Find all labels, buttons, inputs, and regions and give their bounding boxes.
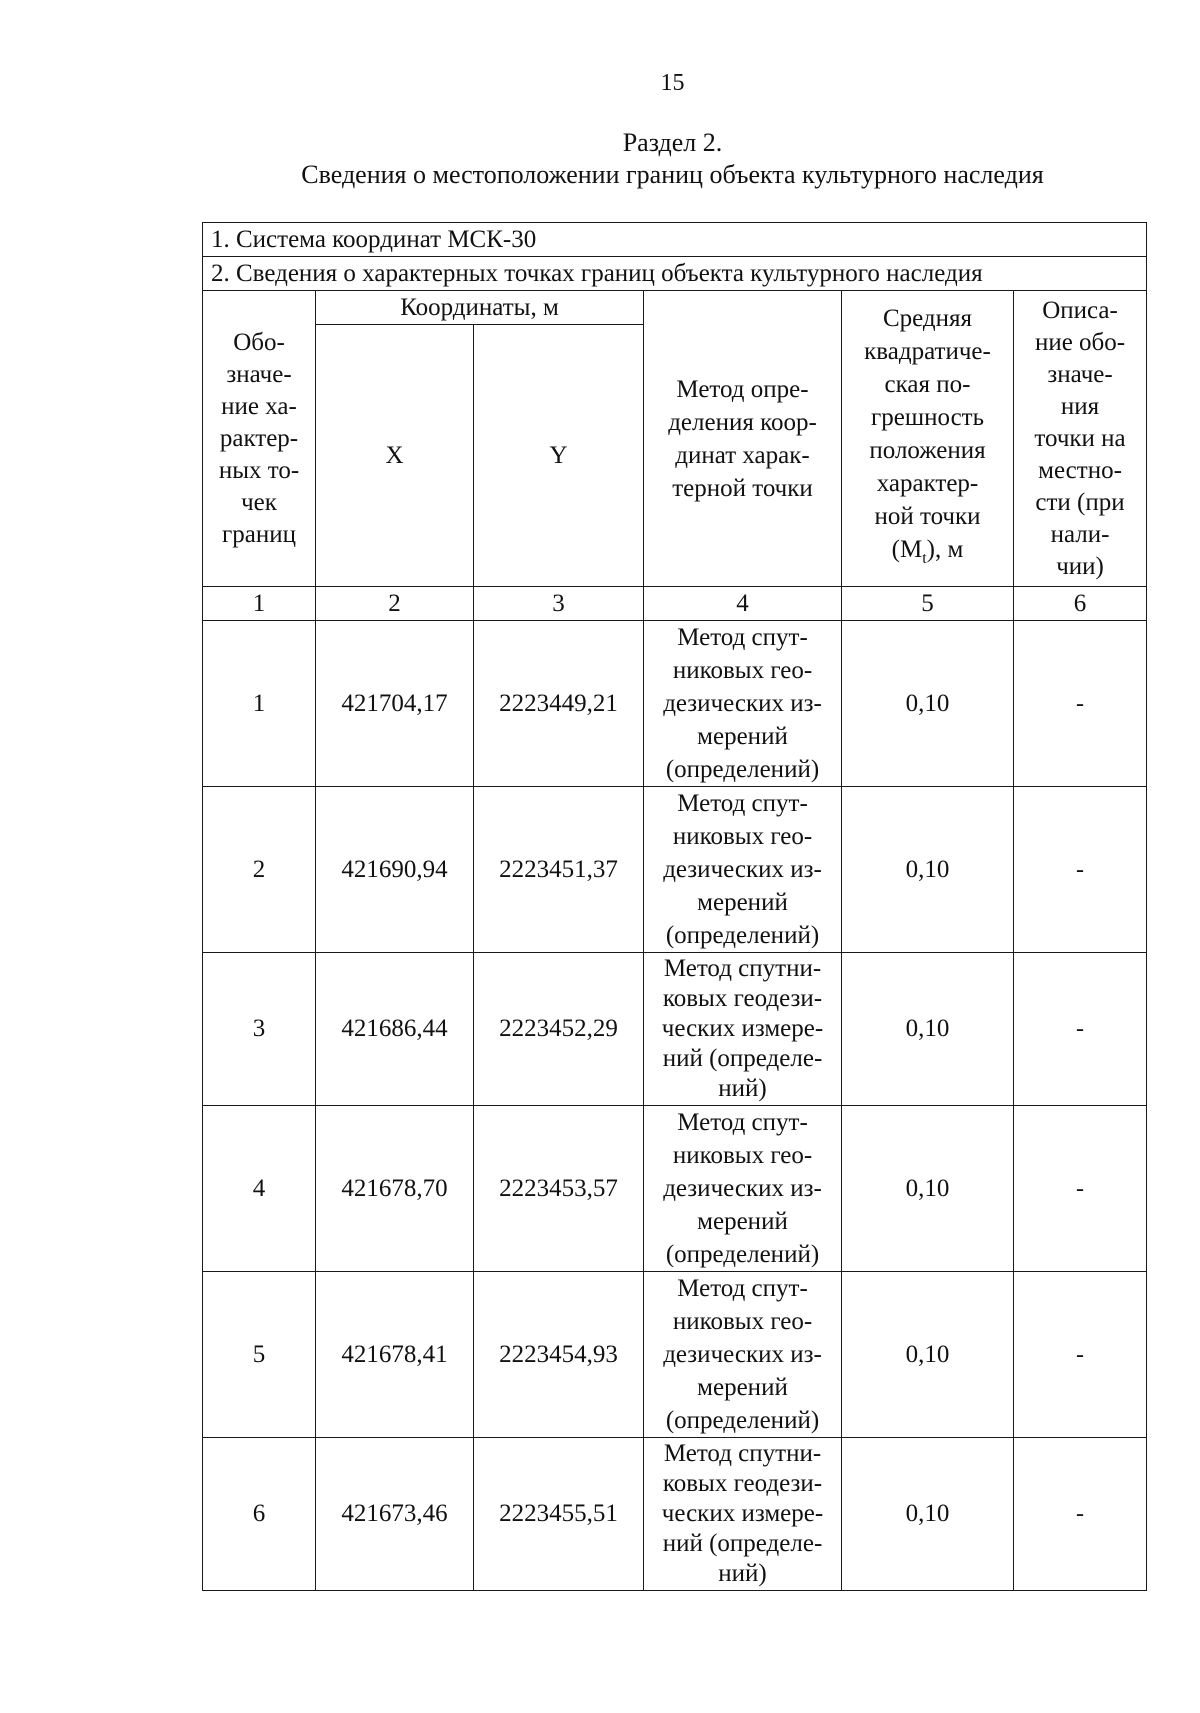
y-cell: 2223449,21 bbox=[474, 621, 644, 787]
header-x: X bbox=[316, 325, 474, 587]
point-cell: 5 bbox=[203, 1272, 316, 1438]
column-number-3: 3 bbox=[474, 587, 644, 621]
description-dash: - bbox=[1076, 1175, 1085, 1202]
point-cell: 3 bbox=[203, 953, 316, 1106]
method-cell: Метод спут- никовых гео- дезических из- мерений (определений) bbox=[644, 787, 842, 953]
description-dash: - bbox=[1076, 1501, 1085, 1527]
table-row bbox=[203, 1438, 1147, 1591]
table-row bbox=[203, 787, 1147, 953]
header-error-text: Средняя квадратиче- ская по- грешность положения характер- ной точки (M bbox=[864, 305, 991, 563]
point-cell: 1 bbox=[203, 621, 316, 787]
header-method bbox=[644, 291, 842, 587]
method-cell: Метод спут- никовых гео- дезических из- мерений (определений) bbox=[644, 1106, 842, 1272]
description-dash: - bbox=[1076, 1341, 1085, 1368]
x-cell: 421690,94 bbox=[316, 787, 474, 953]
header-error-unit: ), м bbox=[926, 536, 964, 563]
description-cell bbox=[1014, 621, 1147, 787]
description-dash: - bbox=[1076, 690, 1085, 717]
description-dash: - bbox=[1076, 856, 1085, 883]
coordinate-system-row: 1. Система координат МСК-30 bbox=[203, 223, 1147, 257]
error-cell: 0,10 bbox=[842, 953, 1014, 1106]
error-cell: 0,10 bbox=[842, 787, 1014, 953]
header-error bbox=[842, 291, 1014, 587]
table-row bbox=[203, 953, 1147, 1106]
table-row bbox=[203, 621, 1147, 787]
header-y: Y bbox=[474, 325, 644, 587]
method-cell: Метод спутни- ковых геодези- ческих измере- ний (определе- ний) bbox=[644, 953, 842, 1106]
table-row bbox=[203, 1106, 1147, 1272]
x-cell: 421704,17 bbox=[316, 621, 474, 787]
header-designation bbox=[203, 291, 316, 587]
description-cell bbox=[1014, 953, 1147, 1106]
y-cell: 2223451,37 bbox=[474, 787, 644, 953]
characteristic-points-row: 2. Сведения о характерных точках границ объекта культурного наследия bbox=[203, 257, 1147, 291]
x-cell: 421686,44 bbox=[316, 953, 474, 1106]
error-cell: 0,10 bbox=[842, 1272, 1014, 1438]
description-cell bbox=[1014, 1272, 1147, 1438]
section-subtitle: Сведения о местоположении границ объекта культурного наследия bbox=[301, 160, 1044, 189]
x-cell: 421673,46 bbox=[316, 1438, 474, 1591]
description-cell bbox=[1014, 1438, 1147, 1591]
header-description bbox=[1014, 291, 1147, 587]
point-cell: 6 bbox=[203, 1438, 316, 1591]
page-number: 15 bbox=[660, 70, 685, 96]
error-cell: 0,10 bbox=[842, 621, 1014, 787]
table-row bbox=[203, 1272, 1147, 1438]
y-cell: 2223452,29 bbox=[474, 953, 644, 1106]
method-cell: Метод спут- никовых гео- дезических из- мерений (определений) bbox=[644, 1272, 842, 1438]
column-number-1: 1 bbox=[203, 587, 316, 621]
x-cell: 421678,70 bbox=[316, 1106, 474, 1272]
header-method-text: Метод опре- деления коор- динат харак- терной точки bbox=[668, 375, 817, 502]
method-cell: Метод спут- никовых гео- дезических из- мерений (определений) bbox=[644, 621, 842, 787]
column-number-4: 4 bbox=[644, 587, 842, 621]
description-cell bbox=[1014, 787, 1147, 953]
error-cell: 0,10 bbox=[842, 1438, 1014, 1591]
y-cell: 2223453,57 bbox=[474, 1106, 644, 1272]
y-cell: 2223454,93 bbox=[474, 1272, 644, 1438]
point-cell: 2 bbox=[203, 787, 316, 953]
header-description-text: Описа- ние обо- значе- ния точки на местно- сти (при нали- чии) bbox=[1034, 296, 1126, 580]
column-number-2: 2 bbox=[316, 587, 474, 621]
header-coordinates: Координаты, м bbox=[316, 291, 644, 325]
x-cell: 421678,41 bbox=[316, 1272, 474, 1438]
section-title: Раздел 2. bbox=[622, 128, 723, 157]
header-error-subscript: t bbox=[922, 550, 927, 567]
column-number-5: 5 bbox=[842, 587, 1014, 621]
column-number-6: 6 bbox=[1014, 587, 1147, 621]
header-designation-text: Обо- значе- ние ха- рактер- ных то- чек границ bbox=[218, 328, 300, 548]
point-cell: 4 bbox=[203, 1106, 316, 1272]
method-cell: Метод спутни- ковых геодези- ческих измере- ний (определе- ний) bbox=[644, 1438, 842, 1591]
description-dash: - bbox=[1076, 1016, 1085, 1042]
y-cell: 2223455,51 bbox=[474, 1438, 644, 1591]
description-cell bbox=[1014, 1106, 1147, 1272]
error-cell: 0,10 bbox=[842, 1106, 1014, 1272]
coordinates-table bbox=[202, 222, 1147, 1591]
